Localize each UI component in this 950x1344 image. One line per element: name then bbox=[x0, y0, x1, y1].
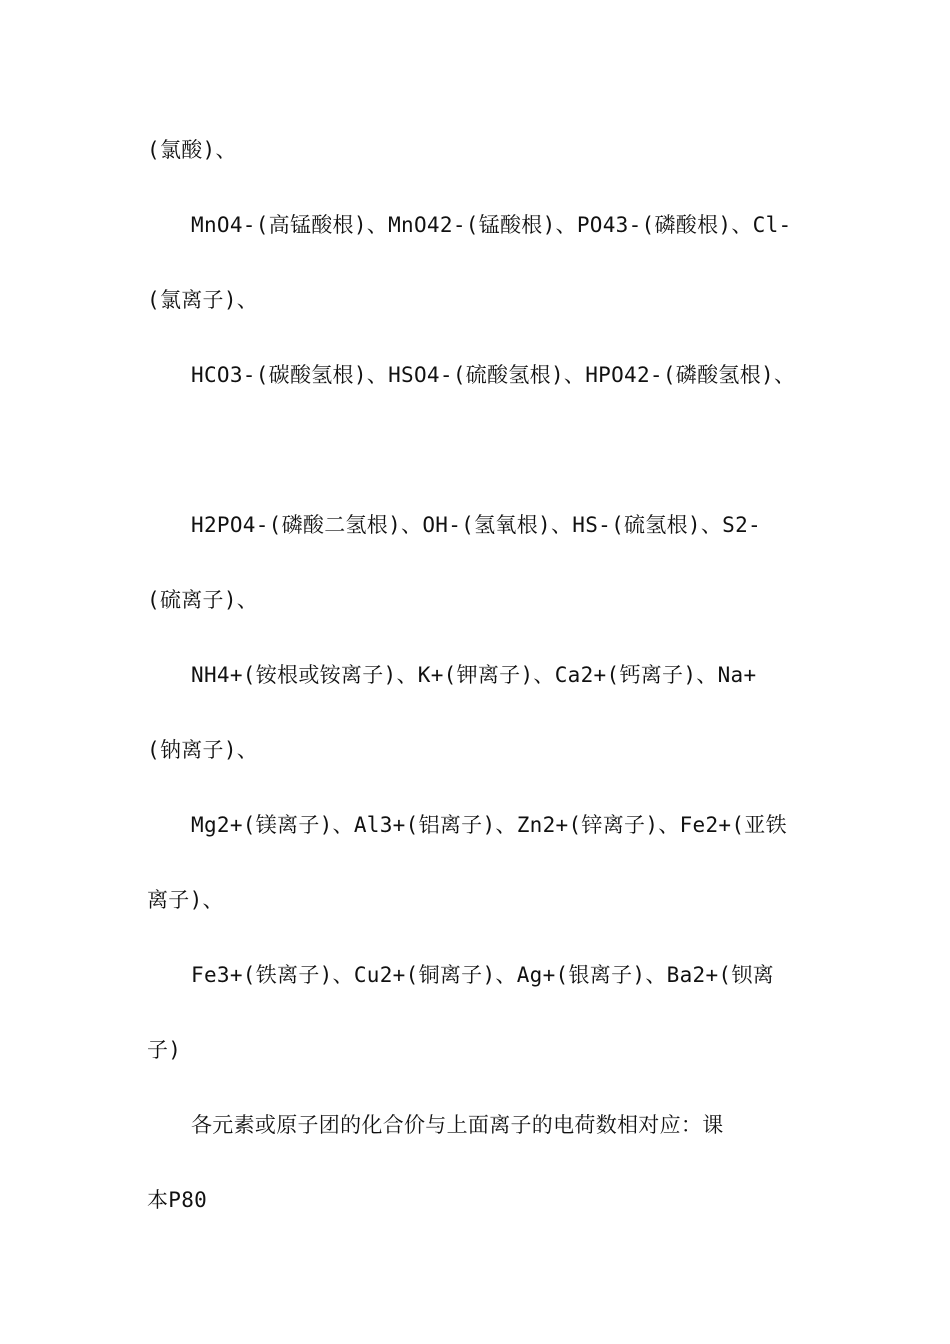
text-line: Mg2+(镁离子)、Al3+(铝离子)、Zn2+(锌离子)、Fe2+(亚铁 bbox=[191, 813, 787, 837]
text-line: (钠离子)、 bbox=[147, 738, 259, 762]
text-line: (氯酸)、 bbox=[147, 138, 237, 162]
text-line: 各元素或原子团的化合价与上面离子的电荷数相对应：课 bbox=[191, 1113, 724, 1137]
text-line: 子) bbox=[147, 1038, 182, 1062]
text-line: Fe3+(铁离子)、Cu2+(铜离子)、Ag+(银离子)、Ba2+(钡离 bbox=[191, 963, 774, 987]
text-line: HCO3-(碳酸氢根)、HSO4-(硫酸氢根)、HPO42-(磷酸氢根)、 bbox=[191, 363, 796, 387]
text-line: 本P80 bbox=[147, 1188, 208, 1212]
text-line: NH4+(铵根或铵离子)、K+(钾离子)、Ca2+(钙离子)、Na+ bbox=[191, 663, 757, 687]
text-line: H2PO4-(磷酸二氢根)、OH-(氢氧根)、HS-(硫氢根)、S2- bbox=[191, 513, 762, 537]
text-line: 离子)、 bbox=[147, 888, 224, 912]
text-line: (硫离子)、 bbox=[147, 588, 259, 612]
text-line: MnO4-(高锰酸根)、MnO42-(锰酸根)、PO43-(磷酸根)、Cl- bbox=[191, 213, 792, 237]
text-line: (氯离子)、 bbox=[147, 288, 259, 312]
